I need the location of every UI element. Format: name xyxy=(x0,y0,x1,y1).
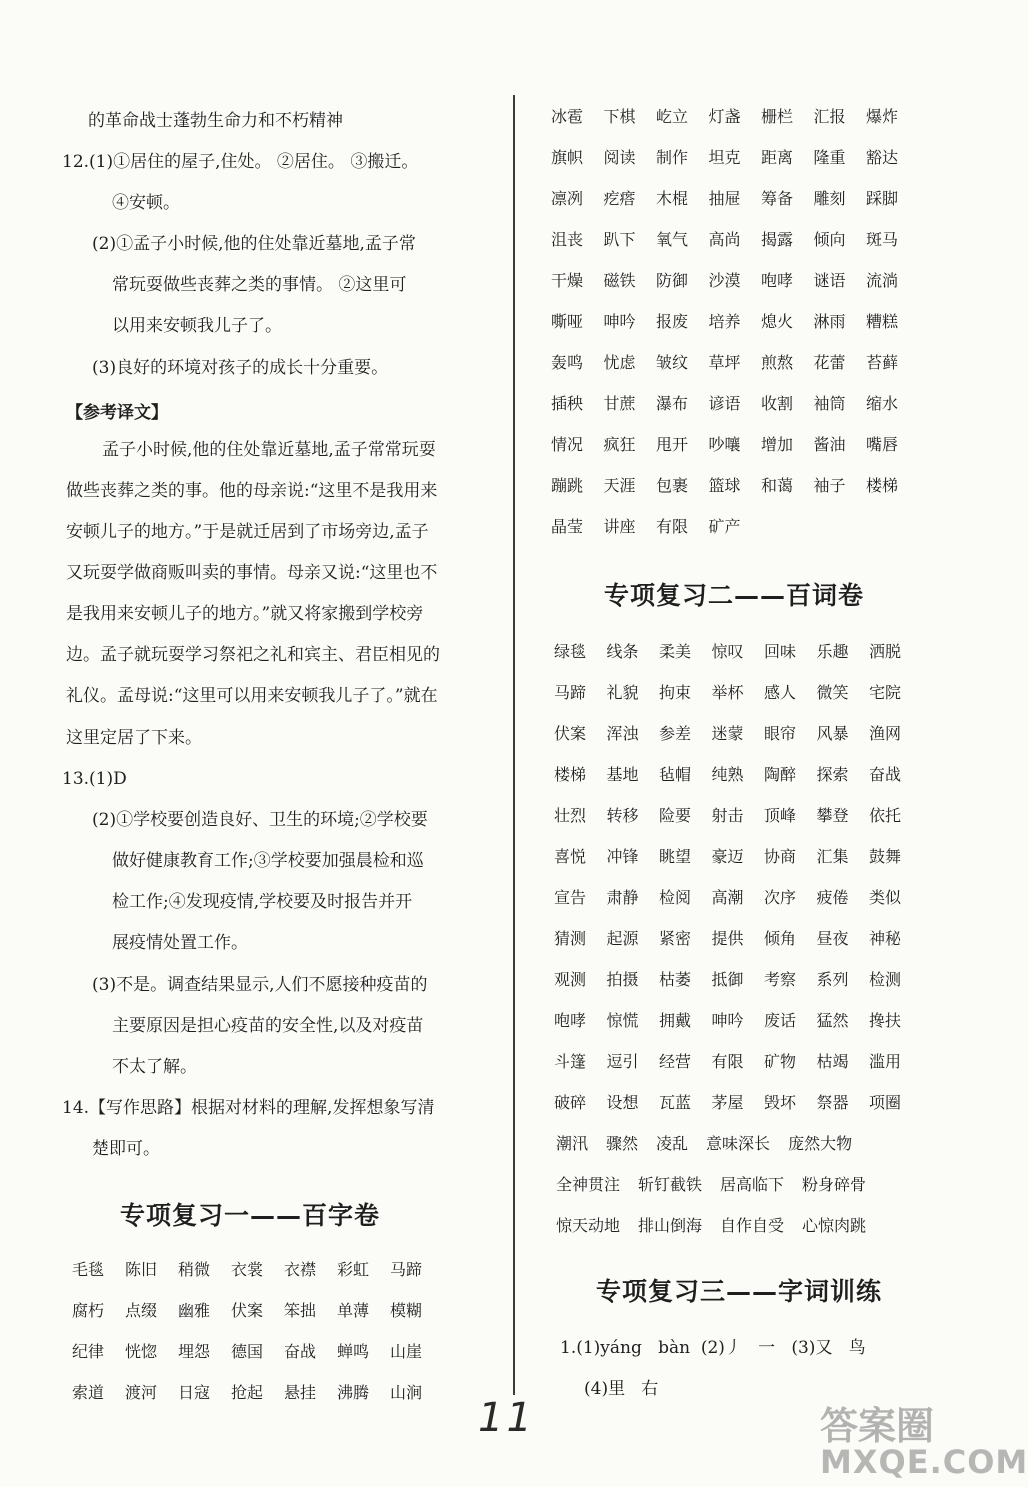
word-item: 腐朽 xyxy=(72,1301,105,1320)
word-item: 甘蔗 xyxy=(603,394,636,413)
word-item: 模糊 xyxy=(390,1301,423,1320)
word-item: 苔藓 xyxy=(866,353,899,372)
word-item: 疙瘩 xyxy=(603,189,636,208)
word-item: 豪迈 xyxy=(711,847,744,866)
word-item: 探索 xyxy=(816,765,849,784)
word-item: 木棍 xyxy=(656,189,689,208)
word-item: 皱纹 xyxy=(656,353,689,372)
word-item: 礼貌 xyxy=(606,683,639,702)
answer-line: 14.【写作思路】根据对材料的理解,发挥想象写清 xyxy=(62,1098,435,1118)
word-item: 矿产 xyxy=(708,517,741,536)
word-item: 类似 xyxy=(869,888,902,907)
word-item: 制作 xyxy=(656,148,689,167)
word-item: 倾角 xyxy=(764,929,797,948)
word-item: 项圈 xyxy=(869,1093,902,1112)
translation-line: 是我用来安顿儿子的地方。”就又将家搬到学校旁 xyxy=(66,604,424,624)
word-item: 伏案 xyxy=(231,1301,264,1320)
word-item: 汇报 xyxy=(813,107,846,126)
word-item: 山涧 xyxy=(390,1383,423,1402)
word-item: 天涯 xyxy=(603,476,636,495)
word-item: 插秧 xyxy=(551,394,584,413)
word-item: 壮烈 xyxy=(554,806,587,825)
word-item: 攀登 xyxy=(816,806,849,825)
word-item: 肃静 xyxy=(606,888,639,907)
word-item: 马蹄 xyxy=(390,1260,423,1279)
word-item: 考察 xyxy=(764,970,797,989)
word-item: 基地 xyxy=(606,765,639,784)
word-item: 谚语 xyxy=(708,394,741,413)
word-item: 高尚 xyxy=(708,230,741,249)
answer-line: 12.(1)①居住的屋子,住处。 ②居住。 ③搬迁。 xyxy=(62,152,419,172)
word-item: 煎熬 xyxy=(761,353,794,372)
word-item: 拍摄 xyxy=(606,970,639,989)
word-item: 灯盏 xyxy=(708,107,741,126)
word-item: 和蔼 xyxy=(761,476,794,495)
word-item: 隆重 xyxy=(813,148,846,167)
word-item: 顶峰 xyxy=(764,806,797,825)
translation-line: 礼仪。孟母说:“这里可以用来安顿我儿子了。”就在 xyxy=(66,686,438,706)
word-item: 洒脱 xyxy=(869,642,902,661)
word-item: 糟糕 xyxy=(866,312,899,331)
word-item: 趴下 xyxy=(603,230,636,249)
word-grid xyxy=(72,1259,443,1404)
word-item: 悬挂 xyxy=(284,1383,317,1402)
word-item: 奋战 xyxy=(284,1342,317,1361)
word-item: 毡帽 xyxy=(659,765,692,784)
word-item: 笨拙 xyxy=(284,1301,317,1320)
idiom-row xyxy=(556,1133,884,1174)
word-item: 毛毯 xyxy=(72,1260,105,1279)
word-item: 抽屉 xyxy=(708,189,741,208)
word-item: 宣告 xyxy=(554,888,587,907)
word-item: 衣裳 xyxy=(231,1260,264,1279)
word-item: 伏案 xyxy=(554,724,587,743)
answer-line: 做好健康教育工作;③学校要加强晨检和巡 xyxy=(112,851,424,871)
word-item: 轰鸣 xyxy=(551,353,584,372)
idiom-item: 骤然 xyxy=(606,1134,639,1153)
word-item: 篮球 xyxy=(708,476,741,495)
word-item: 乐趣 xyxy=(816,642,849,661)
word-item: 袖筒 xyxy=(813,394,846,413)
answer-line: 1.(1)yáng bàn (2)丿 一 (3)又 鸟 xyxy=(560,1338,866,1358)
word-item: 枯萎 xyxy=(659,970,692,989)
word-item: 呻吟 xyxy=(603,312,636,331)
word-item: 陶醉 xyxy=(764,765,797,784)
word-item: 系列 xyxy=(816,970,849,989)
answer-line: (2)①学校要创造良好、卫生的环境;②学校要 xyxy=(92,810,428,830)
word-item: 收割 xyxy=(761,394,794,413)
word-item: 德国 xyxy=(231,1342,264,1361)
word-item: 嘶哑 xyxy=(551,312,584,331)
word-item: 搀扶 xyxy=(869,1011,902,1030)
word-item: 纪律 xyxy=(72,1342,105,1361)
word-item: 绿毯 xyxy=(554,642,587,661)
idiom-item: 自作自受 xyxy=(720,1216,785,1235)
section-title: 专项复习一——百字卷 xyxy=(120,1201,381,1230)
word-item: 枯竭 xyxy=(816,1052,849,1071)
section-title: 专项复习二——百词卷 xyxy=(604,581,865,610)
idiom-item: 凌乱 xyxy=(656,1134,689,1153)
word-item: 设想 xyxy=(606,1093,639,1112)
word-item: 险要 xyxy=(659,806,692,825)
word-item: 矿物 xyxy=(764,1052,797,1071)
word-item: 增加 xyxy=(761,435,794,454)
watermark-text: 答案圈 xyxy=(820,1404,935,1448)
word-item: 疯狂 xyxy=(603,435,636,454)
word-item: 呻吟 xyxy=(711,1011,744,1030)
word-item: 缩水 xyxy=(866,394,899,413)
answer-line: 检工作;④发现疫情,学校要及时报告并开 xyxy=(112,892,413,912)
answer-line: 展疫情处置工作。 xyxy=(112,933,248,953)
watermark-url: MXQE.COM xyxy=(820,1443,1028,1481)
word-item: 蝉鸣 xyxy=(337,1342,370,1361)
word-item: 屹立 xyxy=(656,107,689,126)
word-item: 瓦蓝 xyxy=(659,1093,692,1112)
word-item: 渡河 xyxy=(125,1383,158,1402)
word-item: 索道 xyxy=(72,1383,105,1402)
word-item: 阅读 xyxy=(603,148,636,167)
word-item: 甩开 xyxy=(656,435,689,454)
word-item: 眺望 xyxy=(659,847,692,866)
word-item: 转移 xyxy=(606,806,639,825)
word-item: 惊慌 xyxy=(606,1011,639,1030)
word-item: 毁坏 xyxy=(764,1093,797,1112)
answer-line: 13.(1)D xyxy=(62,769,127,789)
word-item: 斑马 xyxy=(866,230,899,249)
word-item: 疲倦 xyxy=(816,888,849,907)
translation-line: 做些丧葬之类的事。他的母亲说:“这里不是我用来 xyxy=(66,481,438,501)
word-item: 干燥 xyxy=(551,271,584,290)
word-item: 奋战 xyxy=(869,765,902,784)
idiom-item: 心惊肉跳 xyxy=(802,1216,867,1235)
word-item: 破碎 xyxy=(554,1093,587,1112)
word-item: 渔网 xyxy=(869,724,902,743)
word-item: 沸腾 xyxy=(337,1383,370,1402)
idiom-item: 斩钉截铁 xyxy=(638,1175,703,1194)
idiom-item: 居高临下 xyxy=(720,1175,785,1194)
answer-line: 以用来安顿我儿子了。 xyxy=(112,316,282,336)
grid-spacer xyxy=(761,516,814,538)
word-item: 有限 xyxy=(711,1052,744,1071)
word-item: 距离 xyxy=(761,148,794,167)
word-item: 楼梯 xyxy=(866,476,899,495)
word-item: 拥戴 xyxy=(659,1011,692,1030)
word-item: 凛冽 xyxy=(551,189,584,208)
word-item: 磁铁 xyxy=(603,271,636,290)
word-item: 滥用 xyxy=(869,1052,902,1071)
answer-line: 的革命战士蓬勃生命力和不朽精神 xyxy=(88,111,343,131)
word-item: 喜悦 xyxy=(554,847,587,866)
word-item: 倾向 xyxy=(813,230,846,249)
word-item: 恍惚 xyxy=(125,1342,158,1361)
idiom-row xyxy=(556,1215,884,1256)
word-item: 花蕾 xyxy=(813,353,846,372)
word-item: 次序 xyxy=(764,888,797,907)
word-item: 流淌 xyxy=(866,271,899,290)
word-item: 神秘 xyxy=(869,929,902,948)
word-item: 宅院 xyxy=(869,683,902,702)
idiom-item: 潮汛 xyxy=(556,1134,589,1153)
word-item: 举杯 xyxy=(711,683,744,702)
word-item: 参差 xyxy=(659,724,692,743)
word-item: 柔美 xyxy=(659,642,692,661)
word-item: 马蹄 xyxy=(554,683,587,702)
idiom-item: 粉身碎骨 xyxy=(802,1175,867,1194)
translation-line: 这里定居了下来。 xyxy=(66,728,202,748)
idiom-item: 全神贯注 xyxy=(556,1175,621,1194)
word-item: 回味 xyxy=(764,642,797,661)
word-item: 废话 xyxy=(764,1011,797,1030)
word-item: 衣襟 xyxy=(284,1260,317,1279)
word-item: 雕刻 xyxy=(813,189,846,208)
word-item: 踩脚 xyxy=(866,189,899,208)
word-item: 有限 xyxy=(656,517,689,536)
page-number: 11 xyxy=(478,1395,535,1441)
word-item: 揭露 xyxy=(761,230,794,249)
reference-translation-heading: 【参考译文】 xyxy=(66,403,168,423)
word-item: 坦克 xyxy=(708,148,741,167)
word-item: 线条 xyxy=(606,642,639,661)
word-item: 晶莹 xyxy=(551,517,584,536)
answer-line: 主要原因是担心疫苗的安全性,以及对疫苗 xyxy=(112,1016,424,1036)
word-item: 鼓舞 xyxy=(869,847,902,866)
word-item: 日寇 xyxy=(178,1383,211,1402)
word-item: 草坪 xyxy=(708,353,741,372)
word-item: 旗帜 xyxy=(551,148,584,167)
idiom-row xyxy=(556,1174,884,1215)
word-item: 淋雨 xyxy=(813,312,846,331)
word-item: 抵御 xyxy=(711,970,744,989)
word-item: 酱油 xyxy=(813,435,846,454)
idiom-list xyxy=(556,1133,884,1256)
answer-line: 不太了解。 xyxy=(112,1057,197,1077)
answer-line: (4)里 右 xyxy=(584,1379,659,1399)
answer-line: (3)良好的环境对孩子的成长十分重要。 xyxy=(92,358,389,378)
word-item: 紧密 xyxy=(659,929,692,948)
word-item: 嘴唇 xyxy=(866,435,899,454)
word-item: 袖子 xyxy=(813,476,846,495)
word-item: 协商 xyxy=(764,847,797,866)
word-item: 沮丧 xyxy=(551,230,584,249)
word-item: 茅屋 xyxy=(711,1093,744,1112)
translation-line: 又玩耍学做商贩叫卖的事情。母亲又说:“这里也不 xyxy=(66,563,438,583)
word-item: 起源 xyxy=(606,929,639,948)
word-item: 依托 xyxy=(869,806,902,825)
word-item: 单薄 xyxy=(337,1301,370,1320)
answer-line: (3)不是。调查结果显示,人们不愿接种疫苗的 xyxy=(92,975,428,995)
word-item: 讲座 xyxy=(603,517,636,536)
word-item: 检阅 xyxy=(659,888,692,907)
section-title: 专项复习三——字词训练 xyxy=(596,1277,883,1306)
word-item: 冰雹 xyxy=(551,107,584,126)
word-item: 猜测 xyxy=(554,929,587,948)
word-item: 感人 xyxy=(764,683,797,702)
word-item: 情况 xyxy=(551,435,584,454)
answer-line: (2)①孟子小时候,他的住处靠近墓地,孟子常 xyxy=(92,234,416,254)
idiom-item: 意味深长 xyxy=(706,1134,771,1153)
word-item: 山崖 xyxy=(390,1342,423,1361)
word-item: 纯熟 xyxy=(711,765,744,784)
word-item: 点缀 xyxy=(125,1301,158,1320)
word-item: 咆哮 xyxy=(761,271,794,290)
word-item: 筹备 xyxy=(761,189,794,208)
word-item: 培养 xyxy=(708,312,741,331)
word-item: 沙漠 xyxy=(708,271,741,290)
word-item: 微笑 xyxy=(816,683,849,702)
translation-line: 孟子小时候,他的住处靠近墓地,孟子常常玩耍 xyxy=(102,440,436,460)
word-item: 包裹 xyxy=(656,476,689,495)
word-item: 高潮 xyxy=(711,888,744,907)
word-item: 射击 xyxy=(711,806,744,825)
idiom-item: 惊天动地 xyxy=(556,1216,621,1235)
word-item: 猛然 xyxy=(816,1011,849,1030)
word-item: 眼帘 xyxy=(764,724,797,743)
idiom-item: 庞然大物 xyxy=(788,1134,853,1153)
word-item: 汇集 xyxy=(816,847,849,866)
word-grid xyxy=(551,106,919,538)
word-item: 防御 xyxy=(656,271,689,290)
word-item: 观测 xyxy=(554,970,587,989)
column-divider xyxy=(513,95,515,1395)
word-item: 昼夜 xyxy=(816,929,849,948)
word-item: 氧气 xyxy=(656,230,689,249)
word-item: 稍微 xyxy=(178,1260,211,1279)
idiom-item: 排山倒海 xyxy=(638,1216,703,1235)
translation-line: 边。孟子就玩耍学习祭祀之礼和宾主、君臣相见的 xyxy=(66,645,440,665)
word-item: 提供 xyxy=(711,929,744,948)
word-item: 瀑布 xyxy=(656,394,689,413)
word-item: 迷蒙 xyxy=(711,724,744,743)
grid-spacer xyxy=(866,516,919,538)
word-item: 谜语 xyxy=(813,271,846,290)
word-grid xyxy=(554,641,922,1114)
answer-line: 楚即可。 xyxy=(92,1139,160,1159)
word-item: 豁达 xyxy=(866,148,899,167)
word-item: 忧虑 xyxy=(603,353,636,372)
word-item: 埋怨 xyxy=(178,1342,211,1361)
word-item: 幽雅 xyxy=(178,1301,211,1320)
word-item: 惊叹 xyxy=(711,642,744,661)
word-item: 逗引 xyxy=(606,1052,639,1071)
word-item: 风暴 xyxy=(816,724,849,743)
word-item: 冲锋 xyxy=(606,847,639,866)
word-item: 下棋 xyxy=(603,107,636,126)
word-item: 熄火 xyxy=(761,312,794,331)
word-item: 吵嚷 xyxy=(708,435,741,454)
word-item: 抢起 xyxy=(231,1383,264,1402)
word-item: 陈旧 xyxy=(125,1260,158,1279)
grid-spacer xyxy=(814,516,867,538)
translation-line: 安顿儿子的地方。”于是就迁居到了市场旁边,孟子 xyxy=(66,522,429,542)
word-item: 蹦跳 xyxy=(551,476,584,495)
word-item: 爆炸 xyxy=(866,107,899,126)
watermark-logo xyxy=(820,1395,1028,1487)
answer-line: 常玩耍做些丧葬之类的事情。 ②这里可 xyxy=(112,275,407,295)
word-item: 咆哮 xyxy=(554,1011,587,1030)
word-item: 经营 xyxy=(659,1052,692,1071)
word-item: 报废 xyxy=(656,312,689,331)
word-item: 浑浊 xyxy=(606,724,639,743)
word-item: 检测 xyxy=(869,970,902,989)
word-item: 斗篷 xyxy=(554,1052,587,1071)
word-item: 祭器 xyxy=(816,1093,849,1112)
answer-line: ④安顿。 xyxy=(112,193,180,213)
word-item: 拘束 xyxy=(659,683,692,702)
word-item: 楼梯 xyxy=(554,765,587,784)
word-item: 彩虹 xyxy=(337,1260,370,1279)
word-item: 栅栏 xyxy=(761,107,794,126)
